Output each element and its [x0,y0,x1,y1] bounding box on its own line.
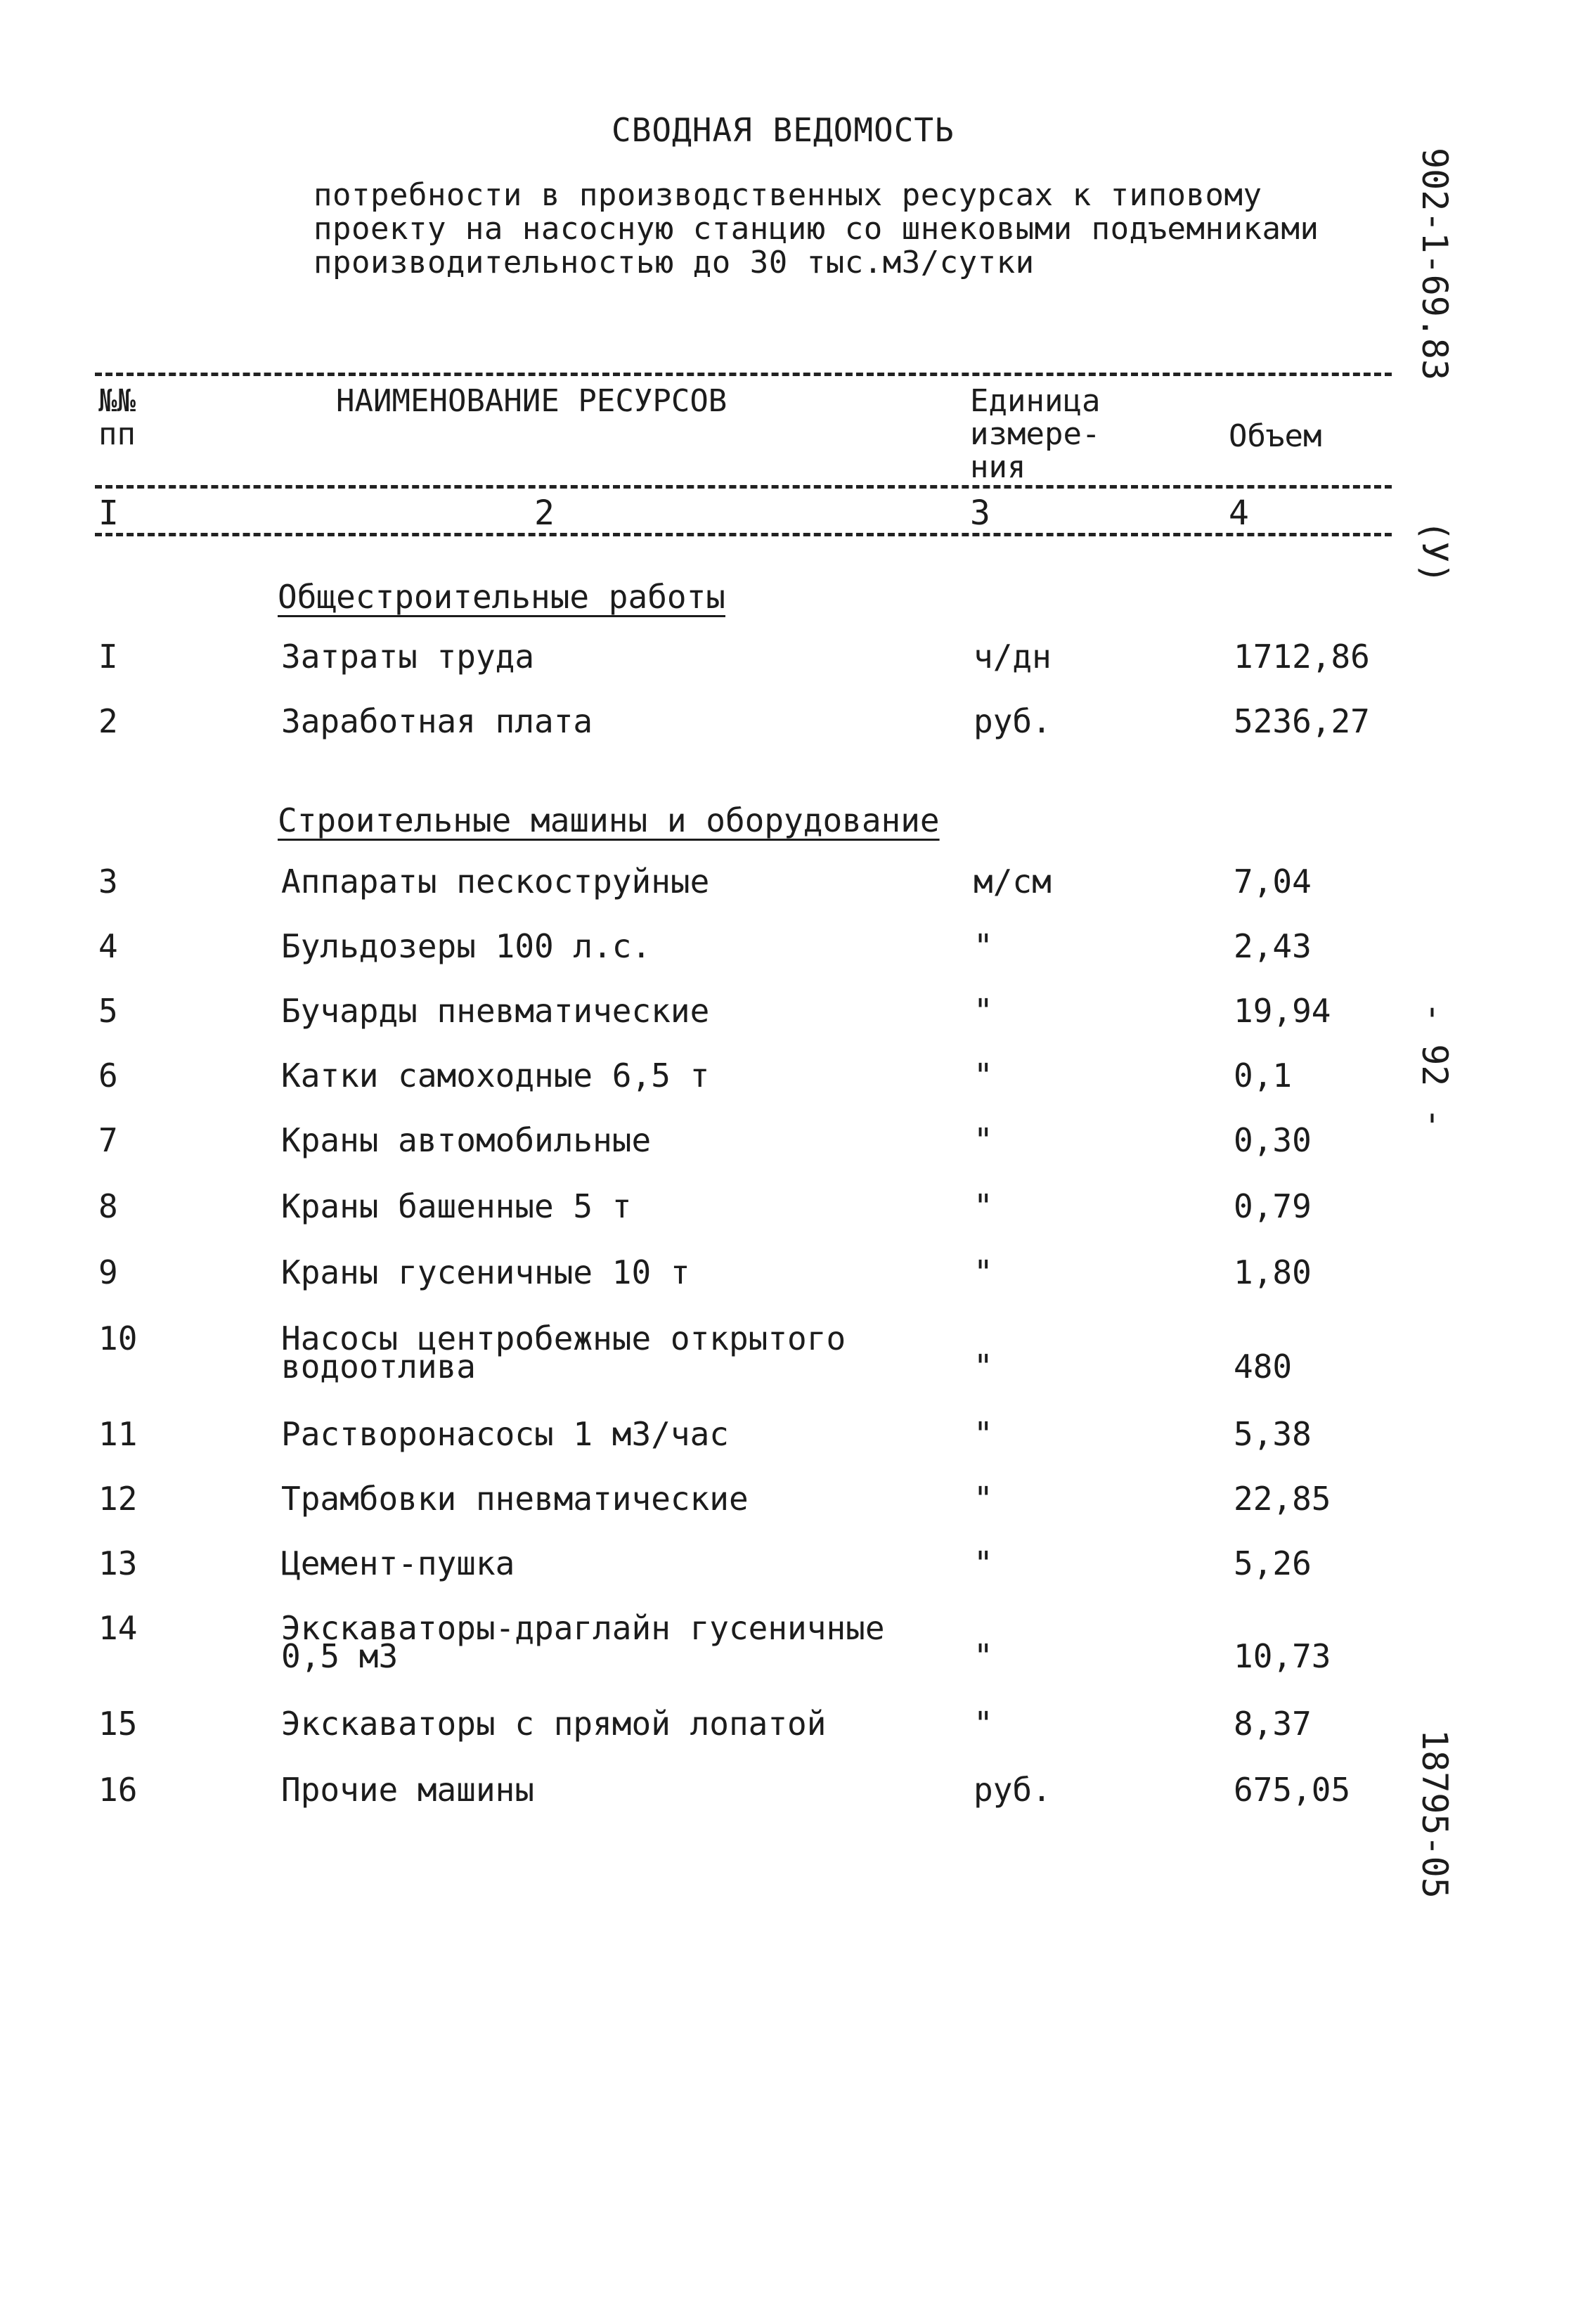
inventory-number: 18795-05 [1414,1729,1455,1899]
row-name: Трамбовки пневматические [281,1480,749,1518]
document-title: СВОДНАЯ ВЕДОМОСТЬ [612,111,955,149]
document-code: 902-1-69.83 [1414,148,1455,381]
header-rule-top [95,373,1392,376]
row-name: Насосы центробежные открытого [281,1319,846,1357]
header-rule-middle [95,485,1392,489]
table-row [0,994,1578,1057]
row-volume: 1712,86 [1234,638,1370,676]
row-name: Экскаваторы с прямой лопатой [281,1705,827,1743]
row-number: 16 [98,1771,138,1809]
row-name-continuation: 0,5 м3 [281,1637,399,1675]
row-unit: " [974,1637,993,1675]
row-volume: 675,05 [1234,1771,1351,1809]
row-unit: руб. [974,702,1052,740]
section-title-machines: Строительные машины и оборудование [278,801,940,839]
row-name: Цемент-пушка [281,1544,515,1582]
row-name: Катки самоходные 6,5 т [281,1057,710,1095]
row-volume: 0,79 [1234,1187,1312,1225]
row-number: 15 [98,1705,138,1743]
subtitle-line-1: потребности в производственных ресурсах к типовому [313,177,1262,213]
column-number-3: 3 [970,493,990,533]
row-name: Краны гусеничные 10 т [281,1253,690,1291]
row-volume: 480 [1234,1348,1293,1386]
table-row [0,1255,1578,1319]
row-number: 11 [98,1415,138,1453]
header-rule-bottom [95,533,1392,536]
table-row [0,1417,1578,1480]
row-volume: 2,43 [1234,927,1312,965]
row-unit: " [974,1057,993,1095]
row-name: Экскаваторы-драглайн гусеничные [281,1609,885,1647]
row-name: Аппараты пескоструйные [281,863,710,900]
table-row [0,640,1578,703]
header-unit-line2: измере- [970,416,1101,452]
row-volume: 5,38 [1234,1415,1312,1453]
table-row [0,1123,1578,1187]
row-number: I [98,638,118,676]
row-name: Бульдозеры 100 л.с. [281,927,652,965]
row-number: 9 [98,1253,118,1291]
column-number-4: 4 [1229,493,1249,533]
header-name: НАИМЕНОВАНИЕ РЕСУРСОВ [336,383,727,419]
row-name: Бучарды пневматические [281,992,710,1030]
row-number: 3 [98,863,118,900]
row-volume: 1,80 [1234,1253,1312,1291]
row-number: 7 [98,1121,118,1159]
row-number: 12 [98,1480,138,1518]
column-number-1: I [98,493,119,533]
column-number-2: 2 [534,493,555,533]
row-volume: 8,37 [1234,1705,1312,1743]
row-number: 14 [98,1609,138,1647]
row-unit: ч/дн [974,638,1052,676]
row-number: 10 [98,1319,138,1357]
subtitle-line-3: производительностью до 30 тыс.м3/сутки [313,245,1035,280]
row-unit: " [974,1480,993,1518]
row-number: 8 [98,1187,118,1225]
row-volume: 10,73 [1234,1637,1331,1675]
row-name: Краны башенные 5 т [281,1187,632,1225]
table-row [0,929,1578,993]
row-volume: 7,04 [1234,863,1312,900]
table-row [0,1773,1578,1836]
row-number: 13 [98,1544,138,1582]
header-unit-line1: Единица [970,383,1101,419]
table-row [0,1059,1578,1122]
row-name: Прочие машины [281,1771,535,1809]
row-volume: 5,26 [1234,1544,1312,1582]
row-unit: " [974,1187,993,1225]
subtitle-line-2: проекту на насосную станцию со шнековыми подъемниками [313,211,1319,247]
row-name: Заработная плата [281,702,593,740]
row-unit: м/см [974,863,1052,900]
row-unit: " [974,992,993,1030]
row-name: Краны автомобильные [281,1121,652,1159]
table-row [0,1189,1578,1253]
header-num-line2: пп [98,416,136,452]
row-volume: 0,30 [1234,1121,1312,1159]
row-name: Затраты труда [281,638,535,676]
row-unit: " [974,1415,993,1453]
row-name: Растворонасосы 1 м3/час [281,1415,729,1453]
section-title-general-works: Общестроительные работы [278,578,725,616]
row-name-continuation: водоотлива [281,1348,476,1386]
header-unit-line3: ния [970,449,1026,485]
row-volume: 5236,27 [1234,702,1370,740]
row-unit: " [974,1121,993,1159]
table-row [0,1319,1578,1420]
row-unit: " [974,927,993,965]
table-row [0,704,1578,768]
row-number: 2 [98,702,118,740]
row-volume: 19,94 [1234,992,1331,1030]
row-unit: руб. [974,1771,1052,1809]
header-volume: Объем [1229,418,1322,454]
table-row [0,865,1578,928]
table-row [0,1707,1578,1770]
row-unit: " [974,1705,993,1743]
volume-mark: (У) [1414,520,1455,584]
row-unit: " [974,1253,993,1291]
table-row [0,1482,1578,1545]
row-unit: " [974,1348,993,1386]
row-volume: 22,85 [1234,1480,1331,1518]
page-number: - 92 - [1414,1002,1455,1129]
row-number: 6 [98,1057,118,1095]
header-num-line1: №№ [98,383,136,419]
row-number: 5 [98,992,118,1030]
row-number: 4 [98,927,118,965]
table-row [0,1611,1578,1710]
row-volume: 0,1 [1234,1057,1293,1095]
table-row [0,1544,1578,1610]
row-unit: " [974,1544,993,1582]
